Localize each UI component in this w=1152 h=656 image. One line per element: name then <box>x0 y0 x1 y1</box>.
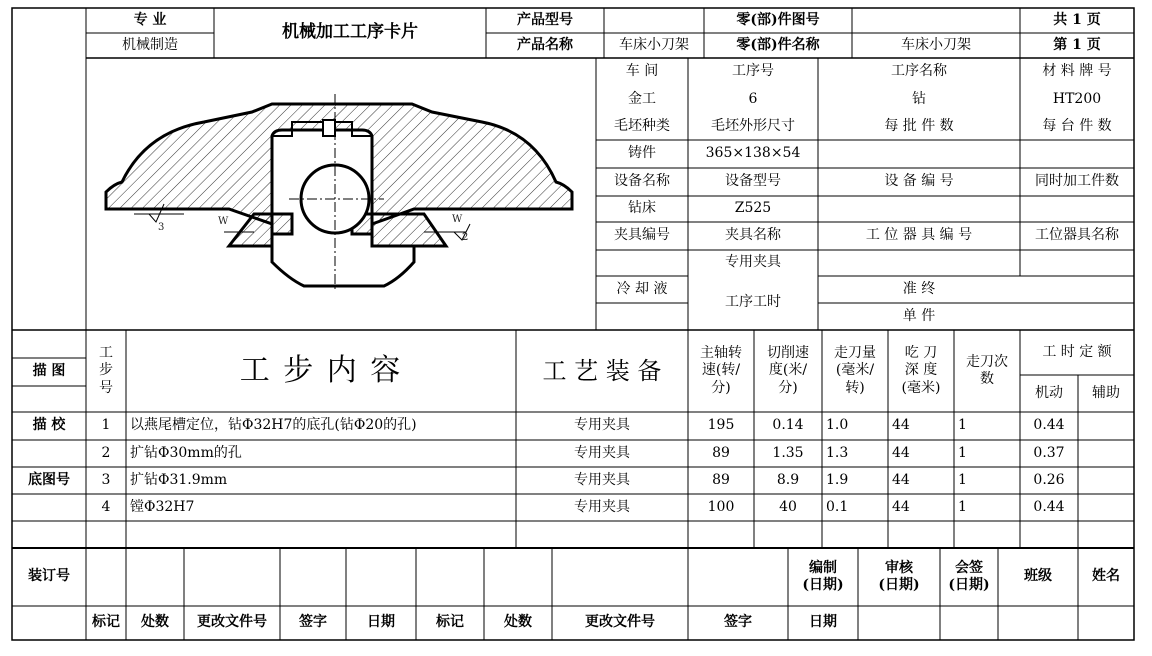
countersign-label: 会签 (日期) <box>948 559 990 593</box>
step-machine-time: 0.37 <box>1033 444 1065 461</box>
simul-label: 同时加工件数 <box>1035 173 1119 190</box>
product-name-value: 车床小刀架 <box>619 36 689 53</box>
major-label: 专 业 <box>133 11 167 28</box>
product-model-label: 产品型号 <box>517 11 573 28</box>
step-speed: 8.9 <box>776 471 800 488</box>
side-base-no-label: 底图号 <box>28 471 70 488</box>
mark-label: 标记 <box>92 614 120 631</box>
step-depth: 44 <box>892 444 910 461</box>
step-spindle: 89 <box>712 444 730 461</box>
mark-label-2: 标记 <box>436 614 464 631</box>
op-no-label: 工序号 <box>732 63 774 80</box>
compile-label: 编制 (日期) <box>802 559 844 593</box>
sign-label-2: 签字 <box>724 614 752 631</box>
step-machine-time: 0.44 <box>1033 498 1065 515</box>
step-equipment: 专用夹具 <box>574 498 630 515</box>
station-name-label: 工位器具名称 <box>1035 227 1119 244</box>
equip-model-value: Z525 <box>734 200 772 217</box>
step-no: 1 <box>101 417 111 434</box>
count-label: 处数 <box>141 614 169 631</box>
step-depth: 44 <box>892 471 910 488</box>
weld-symbol-left: W <box>218 216 229 227</box>
step-depth: 44 <box>892 498 910 515</box>
card-title: 机械加工工序卡片 <box>282 22 418 43</box>
step-spindle: 195 <box>707 417 735 434</box>
workshop-value: 金工 <box>628 90 656 107</box>
step-speed: 1.35 <box>772 444 804 461</box>
step-spindle: 89 <box>712 471 730 488</box>
feed-header: 走刀量 (毫米/ 转) <box>834 344 876 396</box>
aux-time-header: 辅助 <box>1092 384 1120 401</box>
blank-type-value: 铸件 <box>628 145 656 162</box>
equipment-header: 工 艺 装 备 <box>542 357 662 385</box>
per-machine-label: 每 台 件 数 <box>1042 117 1112 134</box>
fixture-name-value: 专用夹具 <box>725 254 781 271</box>
step-content: 扩钻Φ30mm的孔 <box>130 444 242 461</box>
step-passes: 1 <box>958 417 967 434</box>
step-no: 4 <box>101 498 111 515</box>
step-depth: 44 <box>892 417 910 434</box>
step-feed: 1.3 <box>826 444 849 461</box>
name-label: 姓名 <box>1092 568 1120 585</box>
step-content-header: 工 步 内 容 <box>239 353 403 389</box>
date-label: 日期 <box>367 614 395 631</box>
op-time-label: 工序工时 <box>725 294 781 311</box>
step-no: 2 <box>101 444 111 461</box>
product-name-label: 产品名称 <box>517 36 573 53</box>
weld-symbol-right: W <box>452 214 463 225</box>
sign-label: 签字 <box>299 614 327 631</box>
roughness-label-left: 3 <box>158 222 165 233</box>
step-spindle: 100 <box>707 498 735 515</box>
spindle-header: 主轴转 速(转/ 分) <box>700 344 742 396</box>
workshop-label: 车 间 <box>625 63 659 80</box>
time-quota-header: 工 时 定 额 <box>1042 343 1112 360</box>
step-feed: 0.1 <box>826 498 849 515</box>
step-equipment: 专用夹具 <box>574 471 630 488</box>
step-speed: 40 <box>779 498 797 515</box>
prep-label: 准 终 <box>902 280 936 297</box>
per-batch-label: 每 批 件 数 <box>884 117 954 134</box>
step-content: 扩钻Φ31.9mm <box>130 471 228 488</box>
single-label: 单 件 <box>902 307 936 324</box>
station-no-label: 工 位 器 具 编 号 <box>865 227 973 244</box>
part-drawing <box>94 64 594 326</box>
passes-header: 走刀次 数 <box>966 353 1008 387</box>
blank-size-label: 毛坯外形尺寸 <box>711 117 795 134</box>
step-content: 以燕尾槽定位，钻Φ32H7的底孔(钻Φ20的孔) <box>130 417 417 434</box>
step-speed: 0.14 <box>772 417 804 434</box>
material-value: HT200 <box>1052 90 1102 107</box>
class-label: 班级 <box>1024 568 1052 585</box>
step-machine-time: 0.44 <box>1033 417 1065 434</box>
review-label: 审核 (日期) <box>878 559 920 593</box>
op-name-label: 工序名称 <box>891 63 947 80</box>
op-no-value: 6 <box>748 90 758 107</box>
roughness-label-right: 2 <box>462 232 469 243</box>
side-draw-label: 描 图 <box>32 363 66 380</box>
blank-size-value: 365×138×54 <box>705 145 801 162</box>
depth-header: 吃 刀 深 度 (毫米) <box>901 344 941 396</box>
step-machine-time: 0.26 <box>1033 471 1065 488</box>
equip-no-label: 设 备 编 号 <box>884 173 954 190</box>
doc-no-label-2: 更改文件号 <box>585 614 655 631</box>
equip-name-value: 钻床 <box>628 200 656 217</box>
step-no: 3 <box>101 471 111 488</box>
major-value: 机械制造 <box>122 36 178 53</box>
cut-speed-header: 切削速 度(米/ 分) <box>767 344 809 396</box>
part-name-label: 零(部)件名称 <box>736 36 820 53</box>
step-passes: 1 <box>958 498 967 515</box>
side-binding-no-label: 装订号 <box>28 568 70 585</box>
step-equipment: 专用夹具 <box>574 444 630 461</box>
step-feed: 1.0 <box>826 417 849 434</box>
part-name-value: 车床小刀架 <box>901 36 971 53</box>
step-equipment: 专用夹具 <box>574 417 630 434</box>
material-label: 材 料 牌 号 <box>1042 63 1112 80</box>
date-label-2: 日期 <box>809 614 837 631</box>
op-name-value: 钻 <box>912 90 926 107</box>
part-no-label: 零(部)件图号 <box>736 11 820 28</box>
step-feed: 1.9 <box>826 471 849 488</box>
blank-type-label: 毛坯种类 <box>614 117 670 134</box>
total-pages: 共 1 页 <box>1053 11 1101 28</box>
step-no-header: 工 步 号 <box>99 344 113 396</box>
step-passes: 1 <box>958 471 967 488</box>
machine-time-header: 机动 <box>1035 384 1063 401</box>
equip-name-label: 设备名称 <box>614 173 670 190</box>
side-check-label: 描 校 <box>32 417 66 434</box>
fixture-no-label: 夹具编号 <box>614 227 670 244</box>
fixture-name-label: 夹具名称 <box>725 227 781 244</box>
equip-model-label: 设备型号 <box>725 173 781 190</box>
page-number: 第 1 页 <box>1053 36 1101 53</box>
step-passes: 1 <box>958 444 967 461</box>
coolant-label: 冷 却 液 <box>616 280 668 297</box>
count-label-2: 处数 <box>504 614 532 631</box>
step-content: 镗Φ32H7 <box>130 498 195 515</box>
doc-no-label: 更改文件号 <box>197 614 267 631</box>
